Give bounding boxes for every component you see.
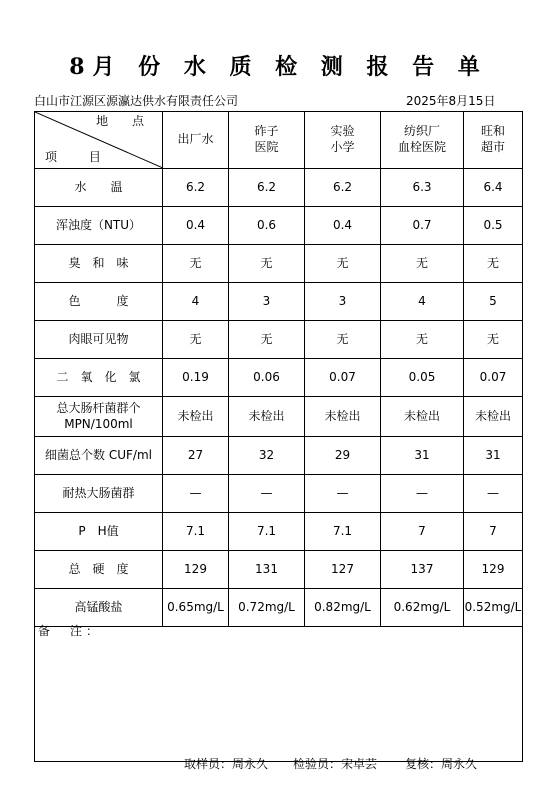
table-row (35, 437, 523, 475)
table-cell: 31 (464, 437, 523, 475)
table-cell: 7.1 (229, 513, 305, 551)
inspector-signature: 检验员：宋卓芸 (293, 757, 378, 771)
table-cell: 6.4 (464, 169, 523, 207)
table-cell: 32 (229, 437, 305, 475)
table-cell: 无 (305, 245, 381, 283)
row-label: 水 温 (35, 169, 163, 207)
table-cell: 无 (163, 321, 229, 359)
table-cell: 7.1 (305, 513, 381, 551)
report-date: 2025年8月15日 (406, 94, 496, 108)
location-header: 实验 小学 (305, 112, 381, 169)
table-cell: 无 (163, 245, 229, 283)
table-cell: 未检出 (305, 397, 381, 437)
row-label: 浑浊度（NTU） (35, 207, 163, 245)
table-cell: 127 (305, 551, 381, 589)
table-cell: 3 (305, 283, 381, 321)
corner-cell (35, 112, 163, 169)
row-label: 色 度 (35, 283, 163, 321)
table-cell: 无 (229, 245, 305, 283)
table-cell: 129 (464, 551, 523, 589)
row-label: 二 氧 化 氯 (35, 359, 163, 397)
location-header: 纺织厂 血栓医院 (381, 112, 464, 169)
table-cell: 31 (381, 437, 464, 475)
row-label: 总 硬 度 (35, 551, 163, 589)
table-cell: 137 (381, 551, 464, 589)
table-cell: 未检出 (381, 397, 464, 437)
table-row (35, 513, 523, 551)
company-name: 白山市江源区源瀛达供水有限责任公司 (34, 94, 239, 108)
table-cell: 27 (163, 437, 229, 475)
table-cell: 131 (229, 551, 305, 589)
table-cell: 0.07 (305, 359, 381, 397)
table-cell: 7 (464, 513, 523, 551)
row-label: 细菌总个数 CUF/ml (35, 437, 163, 475)
row-label: P H值 (35, 513, 163, 551)
row-label: 高锰酸盐 (35, 589, 163, 627)
table-cell: 6.2 (305, 169, 381, 207)
table-cell: 6.2 (163, 169, 229, 207)
table-cell: 0.4 (163, 207, 229, 245)
location-header: 旺和 超市 (464, 112, 523, 169)
row-label: 耐热大肠菌群 (35, 475, 163, 513)
table-cell: 无 (229, 321, 305, 359)
table-row (35, 359, 523, 397)
table-cell: 无 (381, 321, 464, 359)
table-cell: — (464, 475, 523, 513)
sampler-signature: 取样员：周永久 (184, 757, 269, 771)
header-row (35, 112, 523, 169)
table-row (35, 207, 523, 245)
table-cell: 6.2 (229, 169, 305, 207)
table-cell: 0.62mg/L (381, 589, 464, 627)
table-cell: — (305, 475, 381, 513)
remarks-section (34, 620, 523, 771)
water-quality-table (34, 111, 523, 627)
table-cell: 129 (163, 551, 229, 589)
table-cell: 6.3 (381, 169, 464, 207)
table-cell: 4 (381, 283, 464, 321)
table-cell: 0.72mg/L (229, 589, 305, 627)
table-cell: 未检出 (163, 397, 229, 437)
table-cell: 0.06 (229, 359, 305, 397)
table-row (35, 321, 523, 359)
table-cell: 0.82mg/L (305, 589, 381, 627)
table-row (35, 397, 523, 437)
table-cell: 0.05 (381, 359, 464, 397)
remarks-label: 备 注： (38, 624, 103, 638)
reviewer-signature: 复核：周永久 (405, 757, 478, 771)
table-row (35, 283, 523, 321)
report-title: 8月 份 水 质 检 测 报 告 单 (69, 54, 488, 80)
table-cell: 7.1 (163, 513, 229, 551)
location-header: 出厂水 (163, 112, 229, 169)
table-cell: 3 (229, 283, 305, 321)
table-cell: 0.65mg/L (163, 589, 229, 627)
row-label: 总大肠杆菌群个 MPN/100ml (35, 397, 163, 437)
table-cell: 0.5 (464, 207, 523, 245)
table-cell: — (381, 475, 464, 513)
table-row (35, 169, 523, 207)
table-row (35, 551, 523, 589)
corner-item-label: 项 目 (45, 150, 115, 165)
table-cell: 0.4 (305, 207, 381, 245)
table-cell: 无 (381, 245, 464, 283)
table-cell: 无 (464, 321, 523, 359)
table-row (35, 245, 523, 283)
table-cell: 5 (464, 283, 523, 321)
table-cell: 29 (305, 437, 381, 475)
table-cell: 无 (305, 321, 381, 359)
table-cell: 7 (381, 513, 464, 551)
table-cell: 0.7 (381, 207, 464, 245)
table-cell: 未检出 (229, 397, 305, 437)
table-cell: 未检出 (464, 397, 523, 437)
table-cell: — (229, 475, 305, 513)
table-cell: 0.6 (229, 207, 305, 245)
row-label: 臭 和 味 (35, 245, 163, 283)
table-cell: 无 (464, 245, 523, 283)
table-cell: 0.52mg/L (464, 589, 523, 627)
row-label: 肉眼可见物 (35, 321, 163, 359)
location-header: 砟子 医院 (229, 112, 305, 169)
table-cell: — (163, 475, 229, 513)
corner-location-label: 地 点 (96, 114, 154, 128)
table-cell: 0.19 (163, 359, 229, 397)
table-cell: 0.07 (464, 359, 523, 397)
table-row (35, 475, 523, 513)
table-cell: 4 (163, 283, 229, 321)
